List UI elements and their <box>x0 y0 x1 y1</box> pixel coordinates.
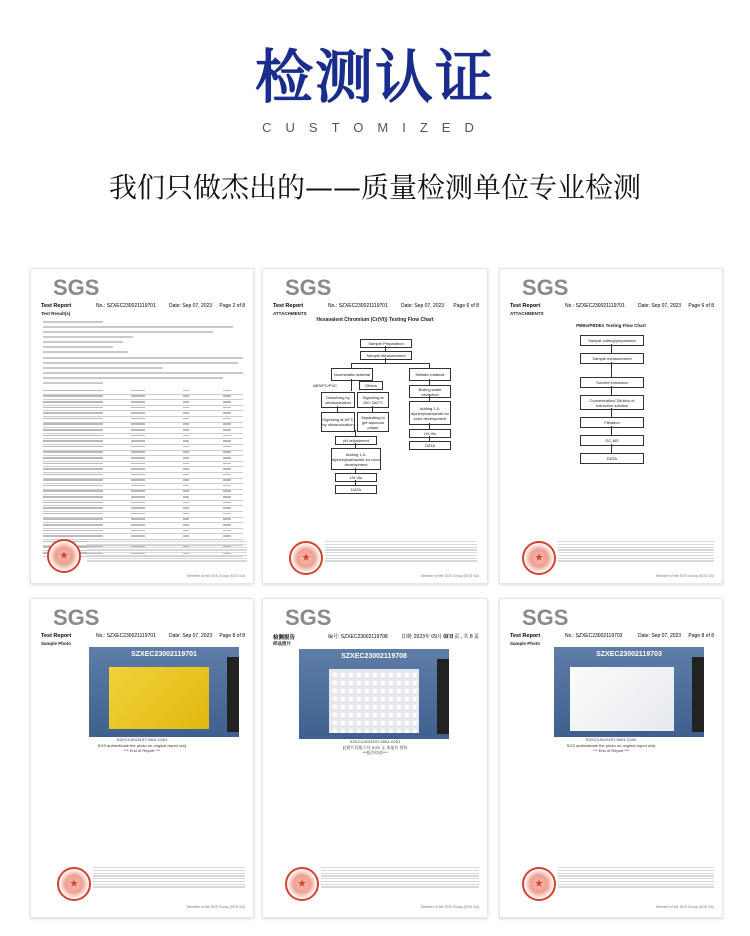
report-header: Test Report No.: SZXEC230021119701 Date: Sep 07, 2023 Page 8 of 8 <box>41 633 245 639</box>
fine-print <box>321 867 479 889</box>
page-tagline: 我们只做杰出的——质量检测单位专业检测 <box>108 171 641 204</box>
section-title: Sample Photo <box>41 641 72 646</box>
footer-text: Member of the SGS Group (SGS SA) <box>421 905 479 909</box>
photo-code: SZXC3-0021197-0001.C001 <box>116 737 168 742</box>
report-page-photo-white[interactable] <box>499 598 723 918</box>
flow-step: Adding 1,5-diphenylcarbazide for color development <box>409 401 451 425</box>
flow-step: Sample Measurement <box>360 351 412 360</box>
report-header: Test Report No.: SZXEC230021119701 Date: Sep 07, 2023 Page 6 of 8 <box>273 303 479 309</box>
section-title: ATTACHMENTS <box>273 311 307 316</box>
flow-step: GC-MS <box>580 435 644 446</box>
flow-step: Nonmetallic material <box>331 368 373 381</box>
flow-step: DATA <box>409 441 451 450</box>
report-header: Test Report No.: SZXEC230021119701 Date: Sep 07, 2023 Page 6 of 8 <box>510 303 714 309</box>
sgs-logo: SGS <box>53 275 100 300</box>
flow-step: Concentration/ Dilution of extraction solution <box>580 395 644 410</box>
chart-title: Hexavalent Chromium (Cr(VI)) Testing Flow Chart <box>316 317 434 323</box>
flow-step: DATA <box>335 485 377 494</box>
sgs-logo: SGS <box>522 275 569 300</box>
footer-text: Member of the SGS Group (SGS SA) <box>187 905 245 909</box>
text-lines <box>43 321 223 356</box>
section-title: Test Result(s) <box>41 311 71 316</box>
report-page-photo-white-cn[interactable] <box>262 598 488 918</box>
sgs-stamp <box>57 867 91 901</box>
sgs-logo: SGS <box>522 605 569 630</box>
sgs-stamp <box>522 541 556 575</box>
page-subtitle: CUSTOMIZED <box>262 120 488 135</box>
fine-print <box>325 541 477 563</box>
flow-step: Separating to get aqueous phase <box>357 412 389 432</box>
end-of-report: *** End of Report *** <box>123 748 161 753</box>
sample-photo <box>89 647 239 737</box>
flow-step: pH adjustment <box>335 436 377 445</box>
text-lines <box>43 357 243 387</box>
flow-step: Adding 1,5-diphenylcarbazide for color development <box>331 448 381 470</box>
section-title: 样品照片 <box>273 641 291 646</box>
footer-text: Member of the SGS Group (SGS SA) <box>421 574 479 578</box>
flow-branch-label: ABS/PC/PVC <box>313 383 338 388</box>
page-title: 检测认证 <box>254 43 495 111</box>
footer-text: Member of the SGS Group (SGS SA) <box>656 905 714 909</box>
sgs-stamp <box>289 541 323 575</box>
flow-step: Solvent extraction <box>580 377 644 388</box>
sgs-logo: SGS <box>285 605 332 630</box>
flow-step: Sample cutting/preparation <box>580 335 644 346</box>
photo-code: SZXC3-0021197-0001.C001 <box>349 739 401 744</box>
flow-step: Dissolving by ultrasonication <box>321 392 355 408</box>
footer-text: Member of the SGS Group (SGS SA) <box>656 574 714 578</box>
flow-step: Metallic material <box>409 368 451 381</box>
flow-step: UV-Vis <box>335 473 377 482</box>
report-page-photo-yellow[interactable] <box>30 598 254 918</box>
flow-step: Digesting at 60°C by ultrasonication <box>321 412 355 432</box>
section-title: Sample Photo <box>510 641 541 646</box>
end-of-report: *** End of Report *** <box>592 748 630 753</box>
sgs-logo: SGS <box>285 275 332 300</box>
report-page-results[interactable] <box>30 268 254 584</box>
flow-step: UV-Vis <box>409 429 451 438</box>
fine-print <box>558 867 714 889</box>
flowchart <box>500 269 722 583</box>
photo-label: SZXEC23002119703 <box>596 651 662 658</box>
report-page-pbb-flowchart[interactable] <box>499 268 723 584</box>
sgs-stamp <box>285 867 319 901</box>
fine-print <box>87 541 247 563</box>
flow-step: Boiling water extraction <box>409 385 451 398</box>
report-header: 检测报告 编号: SZXEC23002119708 日期: 2023年 09月 07日 第 8 页 , 共 8 页 <box>273 634 479 641</box>
sample-photo <box>554 647 704 737</box>
sgs-stamp <box>522 867 556 901</box>
photo-label: SZXEC23002119701 <box>131 651 197 658</box>
flow-step: Others <box>359 381 383 390</box>
photo-caption: SGS authenticate the photo on original report only <box>97 743 187 748</box>
flow-step: Sample Preparation <box>360 339 412 348</box>
report-page-crvi-flowchart[interactable] <box>262 268 488 584</box>
flow-step: Filtration <box>580 417 644 428</box>
sgs-stamp <box>47 539 81 573</box>
sgs-logo: SGS <box>53 605 100 630</box>
flow-step: Digesting at 150~160°C <box>357 392 389 408</box>
end-of-report: ***报告结束*** <box>362 750 388 755</box>
photo-label: SZXEC23002119708 <box>341 653 407 660</box>
fine-print <box>93 867 245 889</box>
flow-step: DATA <box>580 453 644 464</box>
footer-text: Member of the SGS Group (SGS SA) <box>187 574 245 578</box>
flow-step: Sample measurement <box>580 353 644 364</box>
section-title: ATTACHMENTS <box>510 311 544 316</box>
sample-photo <box>299 649 449 739</box>
report-header: Test Report No.: SZXEC230021119701 Date: Sep 07, 2023 Page 2 of 8 <box>41 303 245 309</box>
photo-code: SZXC3-0021197-0001.C002 <box>585 737 637 742</box>
photo-caption: SGS authenticate the photo on original report only <box>566 743 656 748</box>
photo-caption: 此照片仅限于经 SGS 正 本报告 授权 <box>342 745 408 750</box>
flowchart <box>263 269 487 583</box>
fine-print <box>558 541 714 563</box>
results-table <box>43 389 243 557</box>
report-header: Test Report No.: SZXEC23002119703 Date: Sep 07, 2023 Page 8 of 8 <box>510 633 714 639</box>
chart-title: PBBs/PBDEs Testing Flow Chart <box>576 323 646 328</box>
